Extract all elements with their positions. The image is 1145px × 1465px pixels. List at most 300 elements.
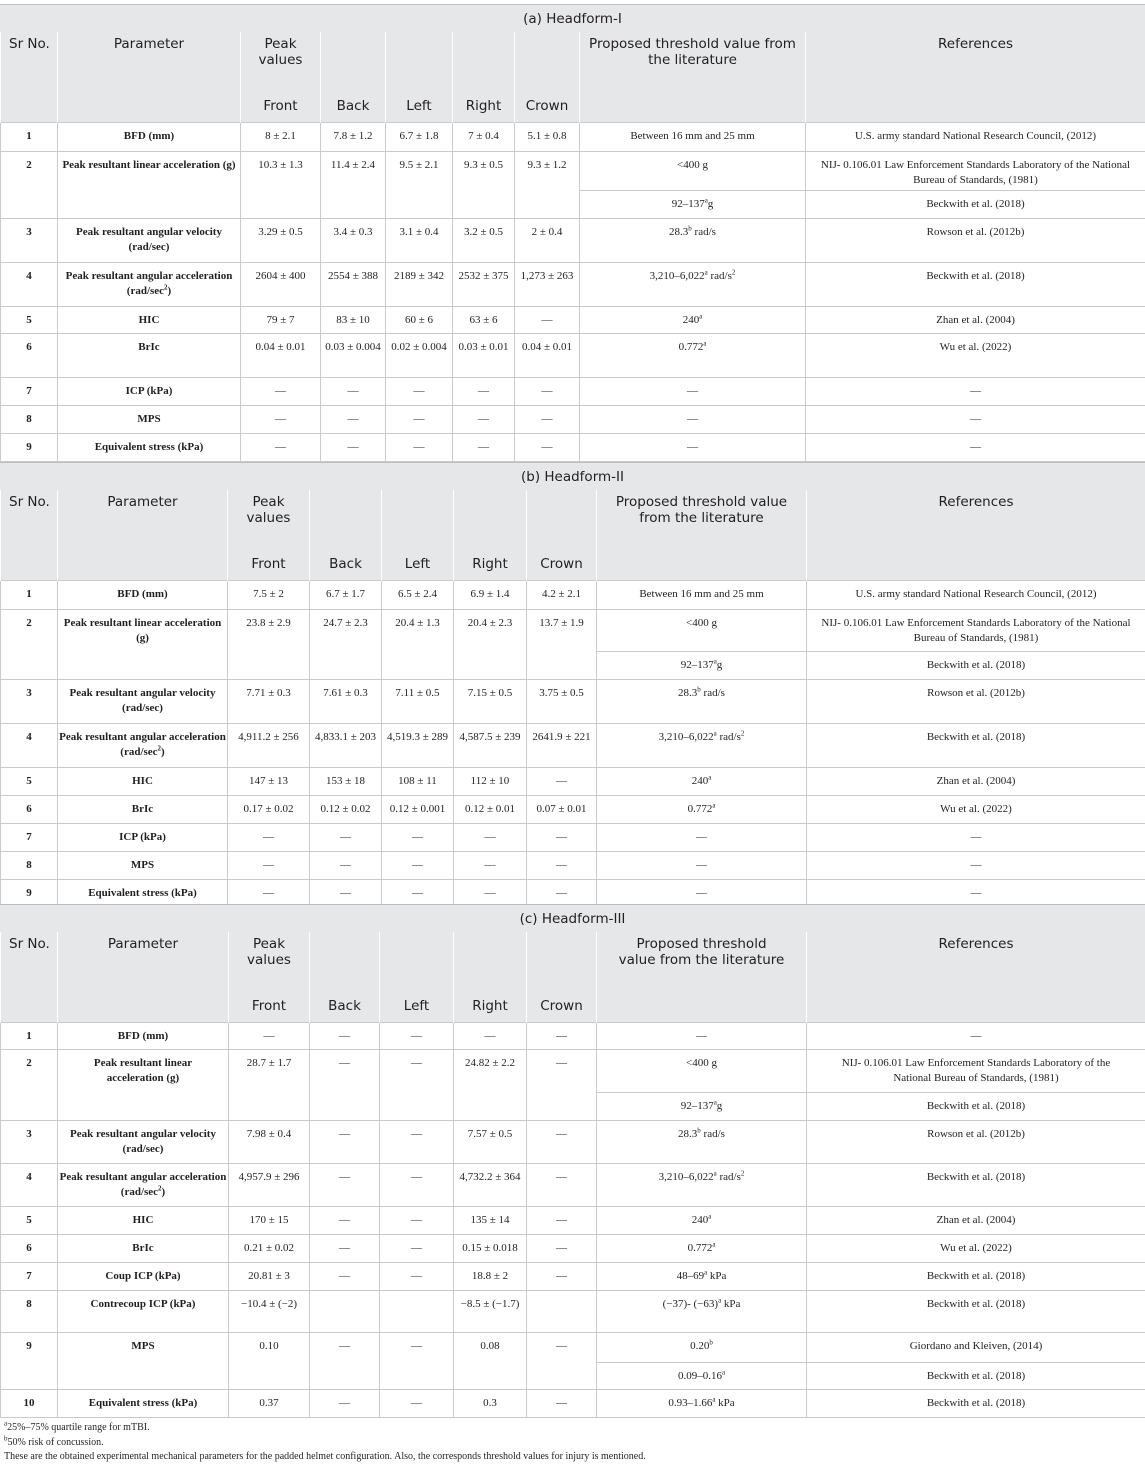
sr-no: 8: [1, 1291, 58, 1333]
reference: —: [807, 824, 1145, 852]
reference: —: [806, 406, 1145, 434]
value-right: 6.9 ± 1.4: [454, 581, 527, 610]
value-left: 2189 ± 342: [386, 263, 453, 307]
header-sr-no: Sr No.: [1, 32, 58, 89]
value-back: —: [310, 1164, 380, 1207]
parameter: HIC: [58, 1207, 229, 1235]
threshold: <400 g: [597, 1050, 807, 1093]
value-left: —: [386, 378, 453, 406]
value-crown: 1,273 ± 263: [515, 263, 580, 307]
value-front: 79 ± 7: [241, 307, 321, 334]
value-back: —: [321, 434, 386, 462]
header-empty: [1, 89, 58, 123]
value-back: 24.7 ± 2.3: [310, 610, 382, 680]
value-crown: —: [527, 880, 597, 908]
footnote-b: $^b$50% risk of concussion.: [4, 1434, 104, 1448]
header-empty: [58, 547, 228, 581]
value-back: —: [321, 406, 386, 434]
value-right: 63 ± 6: [453, 307, 515, 334]
header-empty: [58, 89, 241, 123]
reference: —: [806, 434, 1145, 462]
header-back: Back: [310, 989, 380, 1023]
header-empty: [580, 89, 806, 123]
value-crown: —: [527, 1207, 597, 1235]
sr-no: 5: [1, 1207, 58, 1235]
value-left: 0.12 ± 0.001: [382, 796, 454, 824]
reference: Zhan et al. (2004): [806, 307, 1145, 334]
table-row: [1, 263, 1145, 307]
threshold: —: [597, 880, 807, 908]
value-left: —: [380, 1207, 454, 1235]
value-right: 24.82 ± 2.2: [454, 1050, 527, 1121]
value-left: 6.7 ± 1.8: [386, 123, 453, 152]
value-crown: —: [515, 378, 580, 406]
value-left: —: [386, 406, 453, 434]
threshold: 3,210–6,022$^a$ rad/$s^2$: [580, 263, 806, 307]
value-crown: —: [527, 1121, 597, 1164]
threshold: 240$^a$: [580, 307, 806, 334]
value-left: —: [386, 434, 453, 462]
value-crown: [527, 1291, 597, 1333]
value-front: 4,911.2 ± 256: [228, 724, 310, 768]
value-crown: —: [527, 1263, 597, 1291]
parameter: Contrecoup ICP (kPa): [58, 1291, 229, 1333]
table-row: [1, 1291, 1145, 1333]
value-back: 6.7 ± 1.7: [310, 581, 382, 610]
reference: Beckwith et al. (2018): [807, 1164, 1145, 1207]
sr-no: 6: [1, 796, 58, 824]
value-right: —: [453, 406, 515, 434]
value-left: [380, 1291, 454, 1333]
header-sr-no: Sr No.: [1, 932, 58, 989]
value-back: 83 ± 10: [321, 307, 386, 334]
value-left: —: [382, 852, 454, 880]
parameter: HIC: [58, 307, 241, 334]
parameter: BrIc: [58, 1235, 229, 1263]
parameter: MPS: [58, 406, 241, 434]
value-front: 0.17 ± 0.02: [228, 796, 310, 824]
value-right: 20.4 ± 2.3: [454, 610, 527, 680]
value-left: —: [380, 1263, 454, 1291]
footnotes: [4, 1421, 646, 1465]
reference: Beckwith et al. (2018): [806, 191, 1145, 219]
header-sr-no: Sr No.: [1, 490, 58, 547]
value-back: [310, 1291, 380, 1333]
value-front: 147 ± 13: [228, 768, 310, 796]
table-row: [1, 123, 1145, 152]
reference: —: [807, 852, 1145, 880]
value-front: 20.81 ± 3: [229, 1263, 310, 1291]
reference: —: [807, 880, 1145, 908]
sr-no: 7: [1, 824, 58, 852]
value-back: 7.8 ± 1.2: [321, 123, 386, 152]
value-right: 2532 ± 375: [453, 263, 515, 307]
header-parameter: Parameter: [58, 32, 241, 89]
threshold: —: [580, 434, 806, 462]
reference: Beckwith et al. (2018): [807, 1390, 1145, 1418]
value-front: —: [228, 880, 310, 908]
value-back: —: [310, 1023, 380, 1050]
value-back: 4,833.1 ± 203: [310, 724, 382, 768]
value-left: —: [380, 1023, 454, 1050]
value-back: 153 ± 18: [310, 768, 382, 796]
parameter: ICP (kPa): [58, 378, 241, 406]
value-front: −10.4 ± (−2): [229, 1291, 310, 1333]
sr-no: 5: [1, 768, 58, 796]
threshold: 3,210–6,022$^a$ rad/$s^2$: [597, 724, 807, 768]
reference: Rowson et al. (2012b): [807, 1121, 1145, 1164]
reference: Rowson et al. (2012b): [806, 219, 1145, 263]
parameter: Coup ICP (kPa): [58, 1263, 229, 1291]
sr-no: 6: [1, 334, 58, 378]
header-left: Left: [382, 547, 454, 581]
sr-no: 7: [1, 1263, 58, 1291]
value-front: 170 ± 15: [229, 1207, 310, 1235]
reference: Beckwith et al. (2018): [807, 1263, 1145, 1291]
sr-no: 9: [1, 880, 58, 908]
value-left: 108 ± 11: [382, 768, 454, 796]
sr-no: 9: [1, 1333, 58, 1390]
value-crown: —: [515, 406, 580, 434]
header-peak-values: Peak values: [228, 490, 310, 547]
value-back: —: [321, 378, 386, 406]
header-front: Front: [229, 989, 310, 1023]
value-left: 0.02 ± 0.004: [386, 334, 453, 378]
header-empty: [321, 32, 386, 89]
value-front: 0.04 ± 0.01: [241, 334, 321, 378]
value-right: 4,587.5 ± 239: [454, 724, 527, 768]
value-right: —: [453, 434, 515, 462]
header-empty: [58, 989, 229, 1023]
threshold: 28.3$^b$ rad/s: [580, 219, 806, 263]
header-references: References: [807, 490, 1145, 547]
reference: U.S. army standard National Research Council, (2012): [806, 123, 1145, 152]
parameter: Equivalent stress (kPa): [58, 880, 228, 908]
sr-no: 7: [1, 378, 58, 406]
header-crown: Crown: [527, 547, 597, 581]
value-left: —: [380, 1164, 454, 1207]
value-left: 9.5 ± 2.1: [386, 152, 453, 219]
parameter: Peak resultant angular acceleration $(rad/\sec^2)$: [58, 724, 228, 768]
parameter: Peak resultant angular velocity (rad/sec): [58, 219, 241, 263]
table-row: [1, 581, 1145, 610]
header-empty: [386, 32, 453, 89]
value-back: —: [310, 824, 382, 852]
value-crown: 0.07 ± 0.01: [527, 796, 597, 824]
threshold: 240$^a$: [597, 768, 807, 796]
value-left: —: [380, 1333, 454, 1390]
value-right: —: [454, 824, 527, 852]
header-threshold: Proposed threshold value from the literature: [597, 932, 807, 989]
value-crown: 13.7 ± 1.9: [527, 610, 597, 680]
value-front: —: [241, 378, 321, 406]
header-crown: Crown: [515, 89, 580, 123]
threshold: 48–69$^a$ kPa: [597, 1263, 807, 1291]
sr-no: 1: [1, 1023, 58, 1050]
value-front: 0.10: [229, 1333, 310, 1390]
value-right: —: [454, 1023, 527, 1050]
parameter: MPS: [58, 1333, 229, 1390]
reference: Beckwith et al. (2018): [807, 652, 1145, 680]
header-empty: [807, 547, 1145, 581]
value-back: —: [310, 880, 382, 908]
value-right: −8.5 ± (−1.7): [454, 1291, 527, 1333]
header-empty: [382, 490, 454, 547]
value-front: 7.71 ± 0.3: [228, 680, 310, 724]
results-table: [0, 932, 1145, 1418]
threshold: 0.772$^a$: [580, 334, 806, 378]
header-references: References: [807, 932, 1145, 989]
sr-no: 8: [1, 406, 58, 434]
value-left: 6.5 ± 2.4: [382, 581, 454, 610]
parameter: Equivalent stress (kPa): [58, 434, 241, 462]
table-row: [1, 1263, 1145, 1291]
header-parameter: Parameter: [58, 932, 229, 989]
value-right: 7 ± 0.4: [453, 123, 515, 152]
threshold: 240$^a$: [597, 1207, 807, 1235]
sr-no: 2: [1, 610, 58, 680]
threshold: 0.772$^a$: [597, 796, 807, 824]
header-threshold: Proposed threshold value from the literature: [597, 490, 807, 547]
table-row: [1, 1023, 1145, 1050]
value-front: —: [241, 434, 321, 462]
parameter: BrIc: [58, 334, 241, 378]
value-back: —: [310, 1333, 380, 1390]
value-right: 4,732.2 ± 364: [454, 1164, 527, 1207]
parameter: BFD (mm): [58, 581, 228, 610]
table-row: [1, 1333, 1145, 1363]
table-row: [1, 610, 1145, 652]
value-left: —: [382, 880, 454, 908]
value-left: 60 ± 6: [386, 307, 453, 334]
table-row: [1, 1235, 1145, 1263]
value-front: 7.98 ± 0.4: [229, 1121, 310, 1164]
threshold: 0.93–1.66$^a$ kPa: [597, 1390, 807, 1418]
table-row: [1, 1390, 1145, 1418]
table-row: [1, 1207, 1145, 1235]
table-row: [1, 768, 1145, 796]
value-right: 18.8 ± 2: [454, 1263, 527, 1291]
sr-no: 5: [1, 307, 58, 334]
threshold: Between 16 mm and 25 mm: [597, 581, 807, 610]
section-headform-iii: [0, 904, 1145, 1418]
reference: Wu et al. (2022): [807, 796, 1145, 824]
value-crown: —: [527, 1333, 597, 1390]
value-right: 135 ± 14: [454, 1207, 527, 1235]
header-empty: [597, 989, 807, 1023]
value-front: 0.21 ± 0.02: [229, 1235, 310, 1263]
value-front: 23.8 ± 2.9: [228, 610, 310, 680]
reference: Beckwith et al. (2018): [807, 1093, 1145, 1121]
table-row: [1, 334, 1145, 378]
threshold: 3,210–6,022$^a$ rad/$s^2$: [597, 1164, 807, 1207]
header-empty: [807, 989, 1145, 1023]
parameter: ICP (kPa): [58, 824, 228, 852]
value-front: 4,957.9 ± 296: [229, 1164, 310, 1207]
reference: NIJ- 0.106.01 Law Enforcement Standards Laboratory of the National Bureau of Standards, (1981): [807, 1050, 1145, 1093]
reference: Wu et al. (2022): [807, 1235, 1145, 1263]
sr-no: 4: [1, 263, 58, 307]
header-parameter: Parameter: [58, 490, 228, 547]
section-title: (a) Headform-I: [0, 4, 1145, 32]
value-left: —: [380, 1050, 454, 1121]
reference: —: [806, 378, 1145, 406]
value-front: —: [228, 824, 310, 852]
value-right: 0.03 ± 0.01: [453, 334, 515, 378]
value-back: 11.4 ± 2.4: [321, 152, 386, 219]
sr-no: 9: [1, 434, 58, 462]
value-front: 10.3 ± 1.3: [241, 152, 321, 219]
threshold: <400 g: [597, 610, 807, 652]
sr-no: 8: [1, 852, 58, 880]
value-right: 3.2 ± 0.5: [453, 219, 515, 263]
header-front: Front: [241, 89, 321, 123]
reference: NIJ- 0.106.01 Law Enforcement Standards Laboratory of the National Bureau of Standards, (1981): [807, 610, 1145, 652]
reference: —: [807, 1023, 1145, 1050]
header-empty: [380, 932, 454, 989]
threshold: —: [597, 852, 807, 880]
value-crown: —: [527, 1390, 597, 1418]
parameter: BFD (mm): [58, 123, 241, 152]
section-title: (c) Headform-III: [0, 904, 1145, 932]
table-row: [1, 406, 1145, 434]
value-crown: 9.3 ± 1.2: [515, 152, 580, 219]
reference: Rowson et al. (2012b): [807, 680, 1145, 724]
section-headform-ii: [0, 462, 1145, 908]
header-empty: [454, 932, 527, 989]
value-right: 7.57 ± 0.5: [454, 1121, 527, 1164]
reference: Beckwith et al. (2018): [807, 724, 1145, 768]
value-back: 7.61 ± 0.3: [310, 680, 382, 724]
table-row: [1, 307, 1145, 334]
section-title: (b) Headform-II: [0, 462, 1145, 490]
header-empty: [597, 547, 807, 581]
header-empty: [310, 932, 380, 989]
header-empty: [1, 547, 58, 581]
parameter: Peak resultant linear acceleration (g): [58, 610, 228, 680]
sr-no: 10: [1, 1390, 58, 1418]
header-right: Right: [454, 989, 527, 1023]
value-back: —: [310, 1390, 380, 1418]
value-left: 20.4 ± 1.3: [382, 610, 454, 680]
table-row: [1, 824, 1145, 852]
value-left: —: [380, 1121, 454, 1164]
parameter: HIC: [58, 768, 228, 796]
header-crown: Crown: [527, 989, 597, 1023]
threshold: —: [597, 824, 807, 852]
threshold: 0.09–0.16$^a$: [597, 1363, 807, 1390]
header-empty: [454, 490, 527, 547]
sr-no: 4: [1, 1164, 58, 1207]
table-row: [1, 796, 1145, 824]
value-back: —: [310, 1050, 380, 1121]
value-crown: —: [527, 768, 597, 796]
table-row: [1, 434, 1145, 462]
table-row: [1, 378, 1145, 406]
header-peak-values: Peak values: [241, 32, 321, 89]
header-empty: [515, 32, 580, 89]
value-right: 0.3: [454, 1390, 527, 1418]
reference: U.S. army standard National Research Council, (2012): [807, 581, 1145, 610]
reference: Beckwith et al. (2018): [807, 1291, 1145, 1333]
header-empty: [1, 989, 58, 1023]
parameter: Peak resultant angular acceleration $(rad/\sec^2)$: [58, 263, 241, 307]
sr-no: 1: [1, 581, 58, 610]
value-right: 7.15 ± 0.5: [454, 680, 527, 724]
value-left: —: [380, 1235, 454, 1263]
value-right: 0.08: [454, 1333, 527, 1390]
value-crown: 2 ± 0.4: [515, 219, 580, 263]
parameter: BFD (mm): [58, 1023, 229, 1050]
header-empty: [310, 490, 382, 547]
value-back: —: [310, 852, 382, 880]
table-row: [1, 1164, 1145, 1207]
table-row: [1, 1121, 1145, 1164]
reference: Beckwith et al. (2018): [806, 263, 1145, 307]
reference: Beckwith et al. (2018): [807, 1363, 1145, 1390]
header-empty: [806, 89, 1145, 123]
threshold: 92–137$^a$g: [580, 191, 806, 219]
header-back: Back: [310, 547, 382, 581]
sr-no: 3: [1, 1121, 58, 1164]
header-left: Left: [386, 89, 453, 123]
sr-no: 1: [1, 123, 58, 152]
threshold: 28.3$^b$ rad/s: [597, 1121, 807, 1164]
value-front: —: [228, 852, 310, 880]
reference: Giordano and Kleiven, (2014): [807, 1333, 1145, 1363]
threshold: 28.3$^b$ rad/s: [597, 680, 807, 724]
header-empty: [527, 490, 597, 547]
value-crown: 4.2 ± 2.1: [527, 581, 597, 610]
sr-no: 2: [1, 1050, 58, 1121]
value-back: 0.03 ± 0.004: [321, 334, 386, 378]
value-back: 2554 ± 388: [321, 263, 386, 307]
table-row: [1, 852, 1145, 880]
parameter: BrIc: [58, 796, 228, 824]
threshold: 0.20$^b$: [597, 1333, 807, 1363]
value-back: 0.12 ± 0.02: [310, 796, 382, 824]
sr-no: 3: [1, 680, 58, 724]
value-crown: —: [515, 434, 580, 462]
threshold: 92–137$^a$g: [597, 652, 807, 680]
results-table: [0, 490, 1145, 908]
value-back: 3.4 ± 0.3: [321, 219, 386, 263]
parameter: Peak resultant angular velocity (rad/sec): [58, 680, 228, 724]
value-crown: 2641.9 ± 221: [527, 724, 597, 768]
threshold: Between 16 mm and 25 mm: [580, 123, 806, 152]
value-back: —: [310, 1207, 380, 1235]
header-right: Right: [453, 89, 515, 123]
threshold: —: [580, 378, 806, 406]
header-front: Front: [228, 547, 310, 581]
reference: NIJ- 0.106.01 Law Enforcement Standards Laboratory of the National Bureau of Standards, (1981): [806, 152, 1145, 191]
value-crown: —: [527, 1050, 597, 1121]
table-caption: These are the obtained experimental mechanical parameters for the padded helmet configuration. Also, the corresponds threshold values for injury is mentioned.: [4, 1451, 646, 1462]
sr-no: 4: [1, 724, 58, 768]
value-front: 2604 ± 400: [241, 263, 321, 307]
value-crown: —: [527, 1023, 597, 1050]
results-table: [0, 32, 1145, 462]
table-row: [1, 152, 1145, 191]
value-right: —: [454, 852, 527, 880]
reference: Zhan et al. (2004): [807, 1207, 1145, 1235]
parameter: MPS: [58, 852, 228, 880]
parameter: Peak resultant linear acceleration (g): [58, 1050, 229, 1121]
parameter: Peak resultant angular velocity (rad/sec): [58, 1121, 229, 1164]
footnote-a: $^a$25%–75% quartile range for mTBI.: [4, 1419, 150, 1433]
header-back: Back: [321, 89, 386, 123]
value-left: —: [380, 1390, 454, 1418]
